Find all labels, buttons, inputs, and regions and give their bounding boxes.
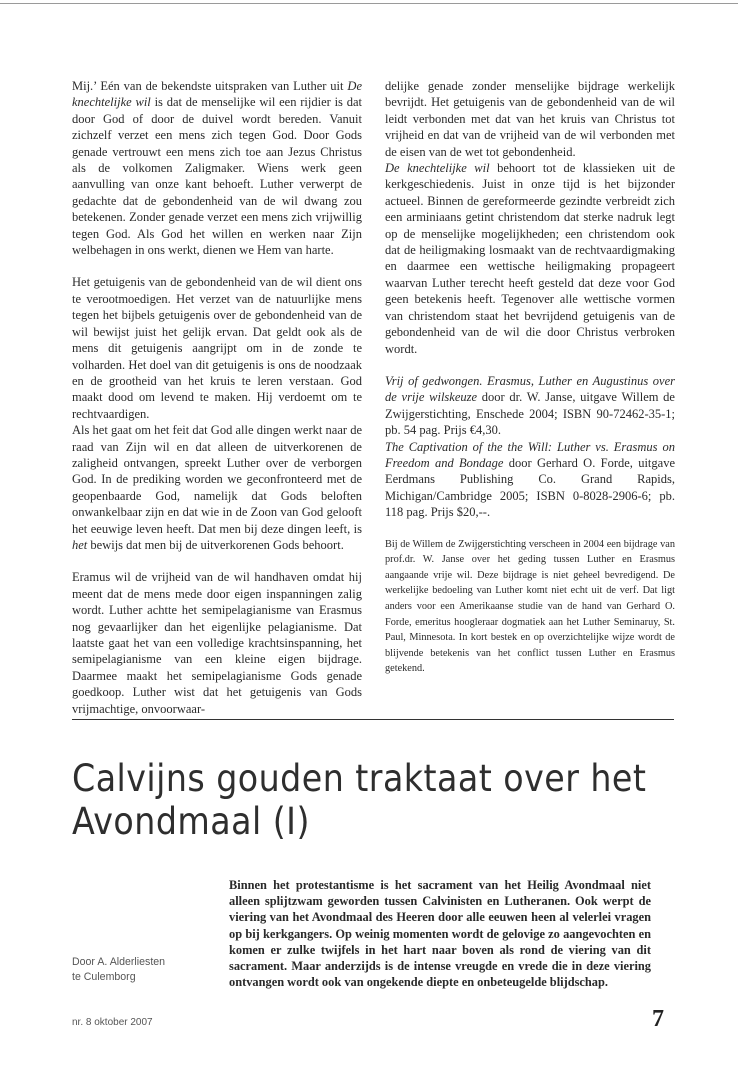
byline-author: Door A. Alderliesten: [72, 956, 166, 968]
author-byline: [72, 955, 222, 985]
text-run: door Gerhard O. Forde, uitgave Eerdmans Publishing Co. Grand Rapids, Michigan/Cambridge 2005; ISBN 0-8028-2906-6; pb. 118 pag. Prijs $20,--.: [385, 455, 676, 520]
article-lead: Binnen het protestantisme is het sacrament van het Heilig Avondmaal niet alleen splijtzwam geworden tussen Calvinisten en Lutheranen. Ook werpt de viering van het Avondmaal des Heeren door alle eeuwen heen al velerlei vragen op bij kerkgangers. Op weinig momenten wordt de gelovige zo aangevochten en komen er zulke twijfels in het hart naar boven als rond de viering van dit sacrament. Maar anderzijds is de intense vreugde en vrede die in deze viering ontvangen wordt ook van ongekende diepte en onbeteugelde blijdschap.: [229, 878, 651, 990]
book-reference: [385, 439, 675, 521]
text-run: bewijs dat men bij de uitverkorenen Gods behoort.: [87, 537, 344, 552]
title-line: Avondmaal (I): [72, 800, 310, 843]
paragraph: [72, 422, 362, 553]
byline-location: te Culemborg: [72, 971, 136, 983]
book-title-italic: De knechtelijke wil: [72, 79, 362, 110]
book-title-italic: De knechtelijke wil: [385, 161, 490, 176]
paragraph: delijke genade zonder menselijke bijdrage werkelijk bevrijdt. Het getuigenis van de gebondenheid van de wil leidt verbonden met dat van het kruis van Christus tot vrijheid en dat van de vrijheid van de wil verbonden met de eisen van de wet tot gebondenheid.: [385, 79, 675, 159]
left-text-column: [72, 78, 362, 717]
text-run: door dr. W. Janse, uitgave Willem de Zwijgerstichting, Enschede 2004; ISBN 90-72462-35-1; pb. 54 pag. Prijs €4,30.: [385, 390, 675, 438]
paragraph: Het getuigenis van de gebondenheid van de wil dient ons te verootmoedigen. Het verzet van de natuurlijke mens tegen het bijbels getuigenis over de gebondenheid van de wil bewijst juist het gelijk ervan. Dat geldt ook als de mens dit getuigenis aangrijpt om in de zonde te volharden. Het doel van dit getuigenis is ons de noodzaak en de grootheid van het kruis te leren verstaan. God maakt dood om levend te maken. Hij verdoemt om te rechtvaardigen.: [72, 275, 362, 421]
book-reference: [385, 373, 675, 439]
review-note: Bij de Willem de Zwijgerstichting verscheen in 2004 een bijdrage van prof.dr. W. Janse over het geding tussen Luther en Erasmus aangaande vrije wil. Deze bijdrage is niet geheel bevredigend. De werkelijke bedoeling van Luther komt niet echt uit de verf. Dat ligt anders voor een Amerikaanse studie van de hand van Gerhard O. Forde, emeritus hoogleraar dogmatiek aan het Luther Seminaruy, St. Paul, Minnesota. In kort bestek en op overzichtelijke wijze wordt de blijvende betekenis van het conflict tussen Luther en Erasmus getekend.: [385, 538, 675, 675]
top-border-line: [0, 3, 738, 4]
book-title-italic: The Captivation of the the Will: Luther vs. Erasmus on Freedom and Bondage: [385, 439, 675, 470]
text-run: Mij.’ Eén van de bekendste uitspraken van Luther uit: [72, 79, 348, 93]
emphasis-italic: het: [72, 537, 88, 552]
paragraph: Eramus wil de vrijheid van de wil handhaven omdat hij meent dat de mens mede door eigen inspanningen zalig wordt. Luther achtte het semipelagianisme van Erasmus nog gevaarlijker dan het eigenlijke pelagianisme. Dat laatste gaat het van een volledige krachtsinspanning, het semipelagianisme van een kleine eigen bijdrage. Daarmee maakt het semipelagianisme Gods genade goedkoop. Luther wist dat het getuigenis van Gods vrijmachtige, onvoorwaar-: [72, 570, 362, 716]
text-run: Als het gaat om het feit dat God alle dingen werkt naar de raad van Zijn wil en dat alleen de uitverkorenen de zaligheid ontvangen, spreekt Luther over de verborgen God. In de prediking worden we geconfronteerd met de geopenbaarde God, namelijk dat Gods beloften onwankelbaar zijn en dat wie in de Zoon van God gelooft het eeuwige leven heeft. Dat men bij deze dingen leeft, is: [72, 423, 362, 536]
book-title-italic: Vrij of gedwongen. Erasmus, Luther en Augustinus over de vrije wilskeuze: [385, 373, 675, 405]
paragraph: [72, 78, 362, 258]
issue-label: nr. 8 oktober 2007: [72, 1017, 153, 1028]
section-divider: [72, 719, 674, 720]
title-line: Calvijns gouden traktaat over het: [72, 757, 647, 800]
right-text-column: [385, 78, 675, 677]
article-title: [72, 757, 648, 843]
text-run: behoort tot de klassieken uit de kerkgeschiedenis. Juist in onze tijd is het bijzonder actueel. Binnen de gereformeerde gezindte verbreidt zich een arminiaans getint christendom dat sterke nadruk legt op de menselijke mogelijkheden; een christendom ook dat de heiligmaking losmaakt van de rechtvaardigmaking en daarmee een wettische heiligmaking propageert waarvan Luther terecht heeft gesteld dat deze voor God geen betekenis heeft. Tegenover alle wettische vormen van christendom staat het bevrijdend getuigenis van de gebondenheid van de wil die door Christus verbroken wordt.: [385, 161, 675, 356]
page-number: 7: [652, 1006, 664, 1032]
paragraph: [385, 160, 675, 357]
text-run: is dat de menselijke wil een rijdier is dat door God of door de duivel wordt bereden. Vanuit zichzelf verzet een mens zich tegen God. Door Gods genade vertrouwt een mens zich toe aan Jezus Christus als de volkomen Zaligmaker. Wiens werk geen aanvulling van onze kant behoeft. Luther verwerpt de gedachte dat de gebondenheid van de wil dwang zou betekenen. Zonder genade verzet een mens zich vrijwillig tegen God. Als God het willen en werken naar Zijn welbehagen in ons werkt, dienen we Hem van harte.: [72, 95, 362, 258]
